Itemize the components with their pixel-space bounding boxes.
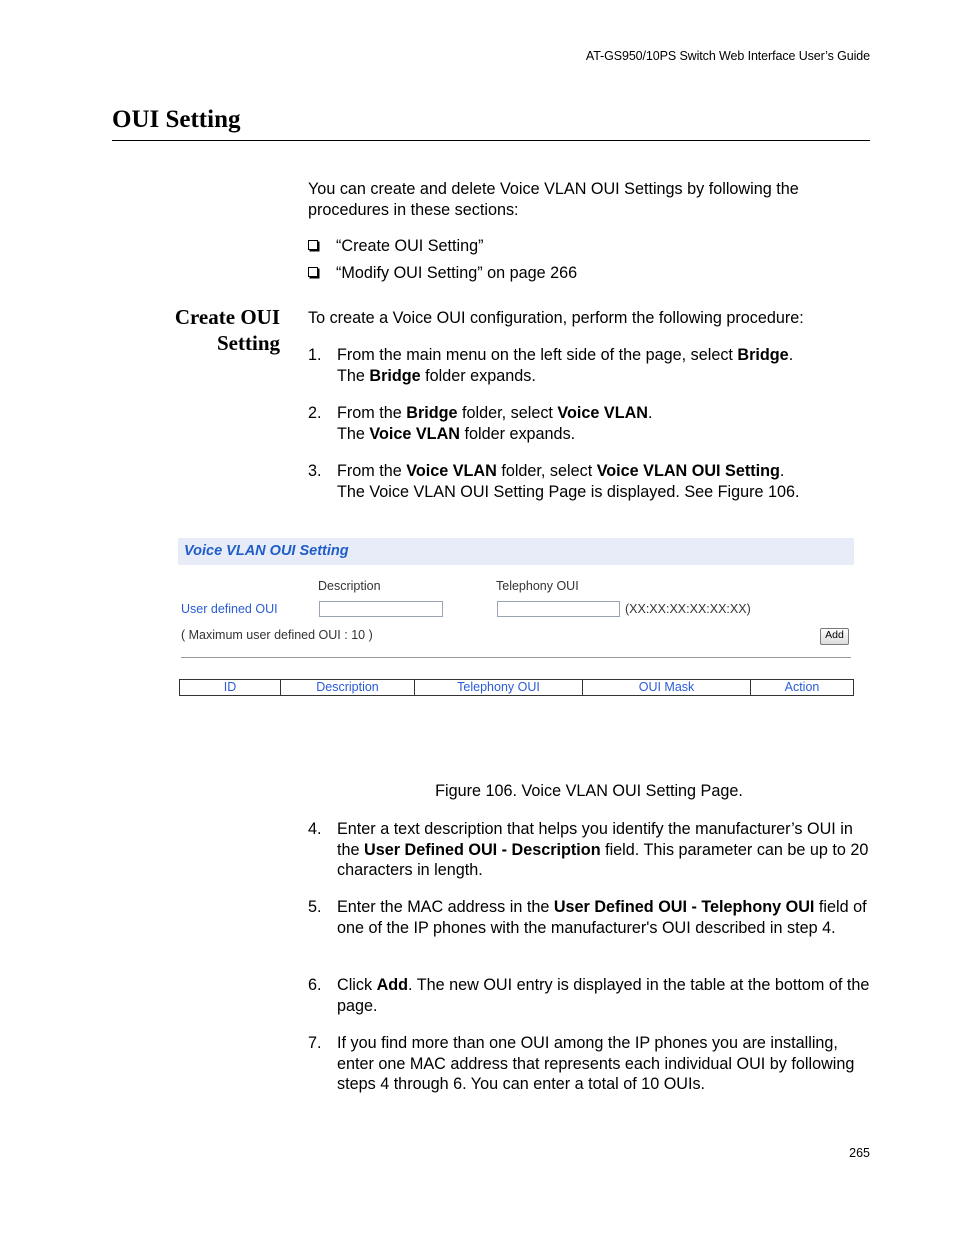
step-number: 2. — [308, 404, 322, 422]
figure-caption: Figure 106. Voice VLAN OUI Setting Page. — [435, 782, 743, 800]
procedure-step — [308, 345, 873, 386]
procedure-step — [308, 819, 873, 881]
step-number: 4. — [308, 820, 322, 838]
section-rule — [112, 140, 870, 141]
procedure-step — [308, 897, 873, 938]
description-column-label: Description — [318, 579, 381, 593]
step-text: From the Bridge folder, select Voice VLAN. The Voice VLAN folder expands. — [337, 404, 653, 443]
step-number: 7. — [308, 1034, 322, 1052]
bullet-text: “Create OUI Setting” — [336, 237, 484, 255]
oui-table — [179, 679, 854, 696]
procedure-lead: To create a Voice OUI configuration, perform the following procedure: — [308, 309, 804, 327]
panel-header — [178, 538, 854, 565]
bullet-item — [308, 236, 484, 257]
table-header-telephony-oui: Telephony OUI — [415, 680, 583, 696]
divider — [181, 657, 851, 658]
table-header-oui-mask: OUI Mask — [583, 680, 751, 696]
step-number: 5. — [308, 898, 322, 916]
description-input[interactable] — [319, 601, 443, 617]
checkbox-bullet-icon — [308, 267, 318, 277]
bullet-item — [308, 263, 577, 284]
checkbox-bullet-icon — [308, 240, 318, 250]
section-title: OUI Setting — [112, 106, 241, 133]
intro-paragraph: You can create and delete Voice VLAN OUI Settings by following the procedures in these sections: — [308, 180, 799, 219]
table-header-action: Action — [751, 680, 854, 696]
panel-title: Voice VLAN OUI Setting — [184, 543, 349, 559]
add-button[interactable]: Add — [820, 628, 849, 645]
step-number: 6. — [308, 976, 322, 994]
procedure-step — [308, 1033, 873, 1095]
user-defined-oui-label: User defined OUI — [181, 602, 278, 616]
telephony-column-label: Telephony OUI — [496, 579, 579, 593]
step-text: Enter a text description that helps you identify the manufacturer’s OUI in the User Defined OUI - Description field. This parameter can be up to 20 characters in length. — [337, 820, 869, 879]
bullet-text: “Modify OUI Setting” on page 266 — [336, 264, 578, 282]
telephony-oui-input[interactable] — [497, 601, 620, 617]
subsection-heading-line: Create OUI — [174, 305, 280, 329]
step-text: From the main menu on the left side of the page, select Bridge. The Bridge folder expands. — [337, 346, 794, 385]
page-number: 265 — [849, 1146, 870, 1160]
subsection-heading — [130, 304, 280, 356]
table-header-row — [180, 680, 854, 696]
step-text: Click Add. The new OUI entry is displayed in the table at the bottom of the page. — [337, 976, 870, 1015]
subsection-heading-line: Setting — [217, 331, 280, 355]
step-number: 3. — [308, 462, 322, 480]
step-number: 1. — [308, 346, 322, 364]
step-text: From the Voice VLAN folder, select Voice VLAN OUI Setting. The Voice VLAN OUI Setting Page is displayed. See Figure 106. — [337, 462, 800, 501]
table-header-id: ID — [180, 680, 281, 696]
running-header: AT-GS950/10PS Switch Web Interface User’s Guide — [585, 49, 870, 63]
table-header-description: Description — [281, 680, 415, 696]
step-text: If you find more than one OUI among the IP phones you are installing, enter one MAC address that represents each individual OUI by following steps 4 through 6. You can enter a total of 10 OUIs. — [337, 1034, 855, 1093]
procedure-step — [308, 403, 873, 444]
maximum-oui-note: ( Maximum user defined OUI : 10 ) — [181, 628, 373, 642]
voice-vlan-oui-setting-figure — [178, 538, 854, 698]
mac-format-hint: (XX:XX:XX:XX:XX:XX) — [625, 602, 751, 616]
procedure-step — [308, 975, 873, 1016]
procedure-step — [308, 461, 873, 502]
step-text: Enter the MAC address in the User Defined OUI - Telephony OUI field of one of the IP phones with the manufacturer's OUI described in step 4. — [337, 898, 867, 937]
